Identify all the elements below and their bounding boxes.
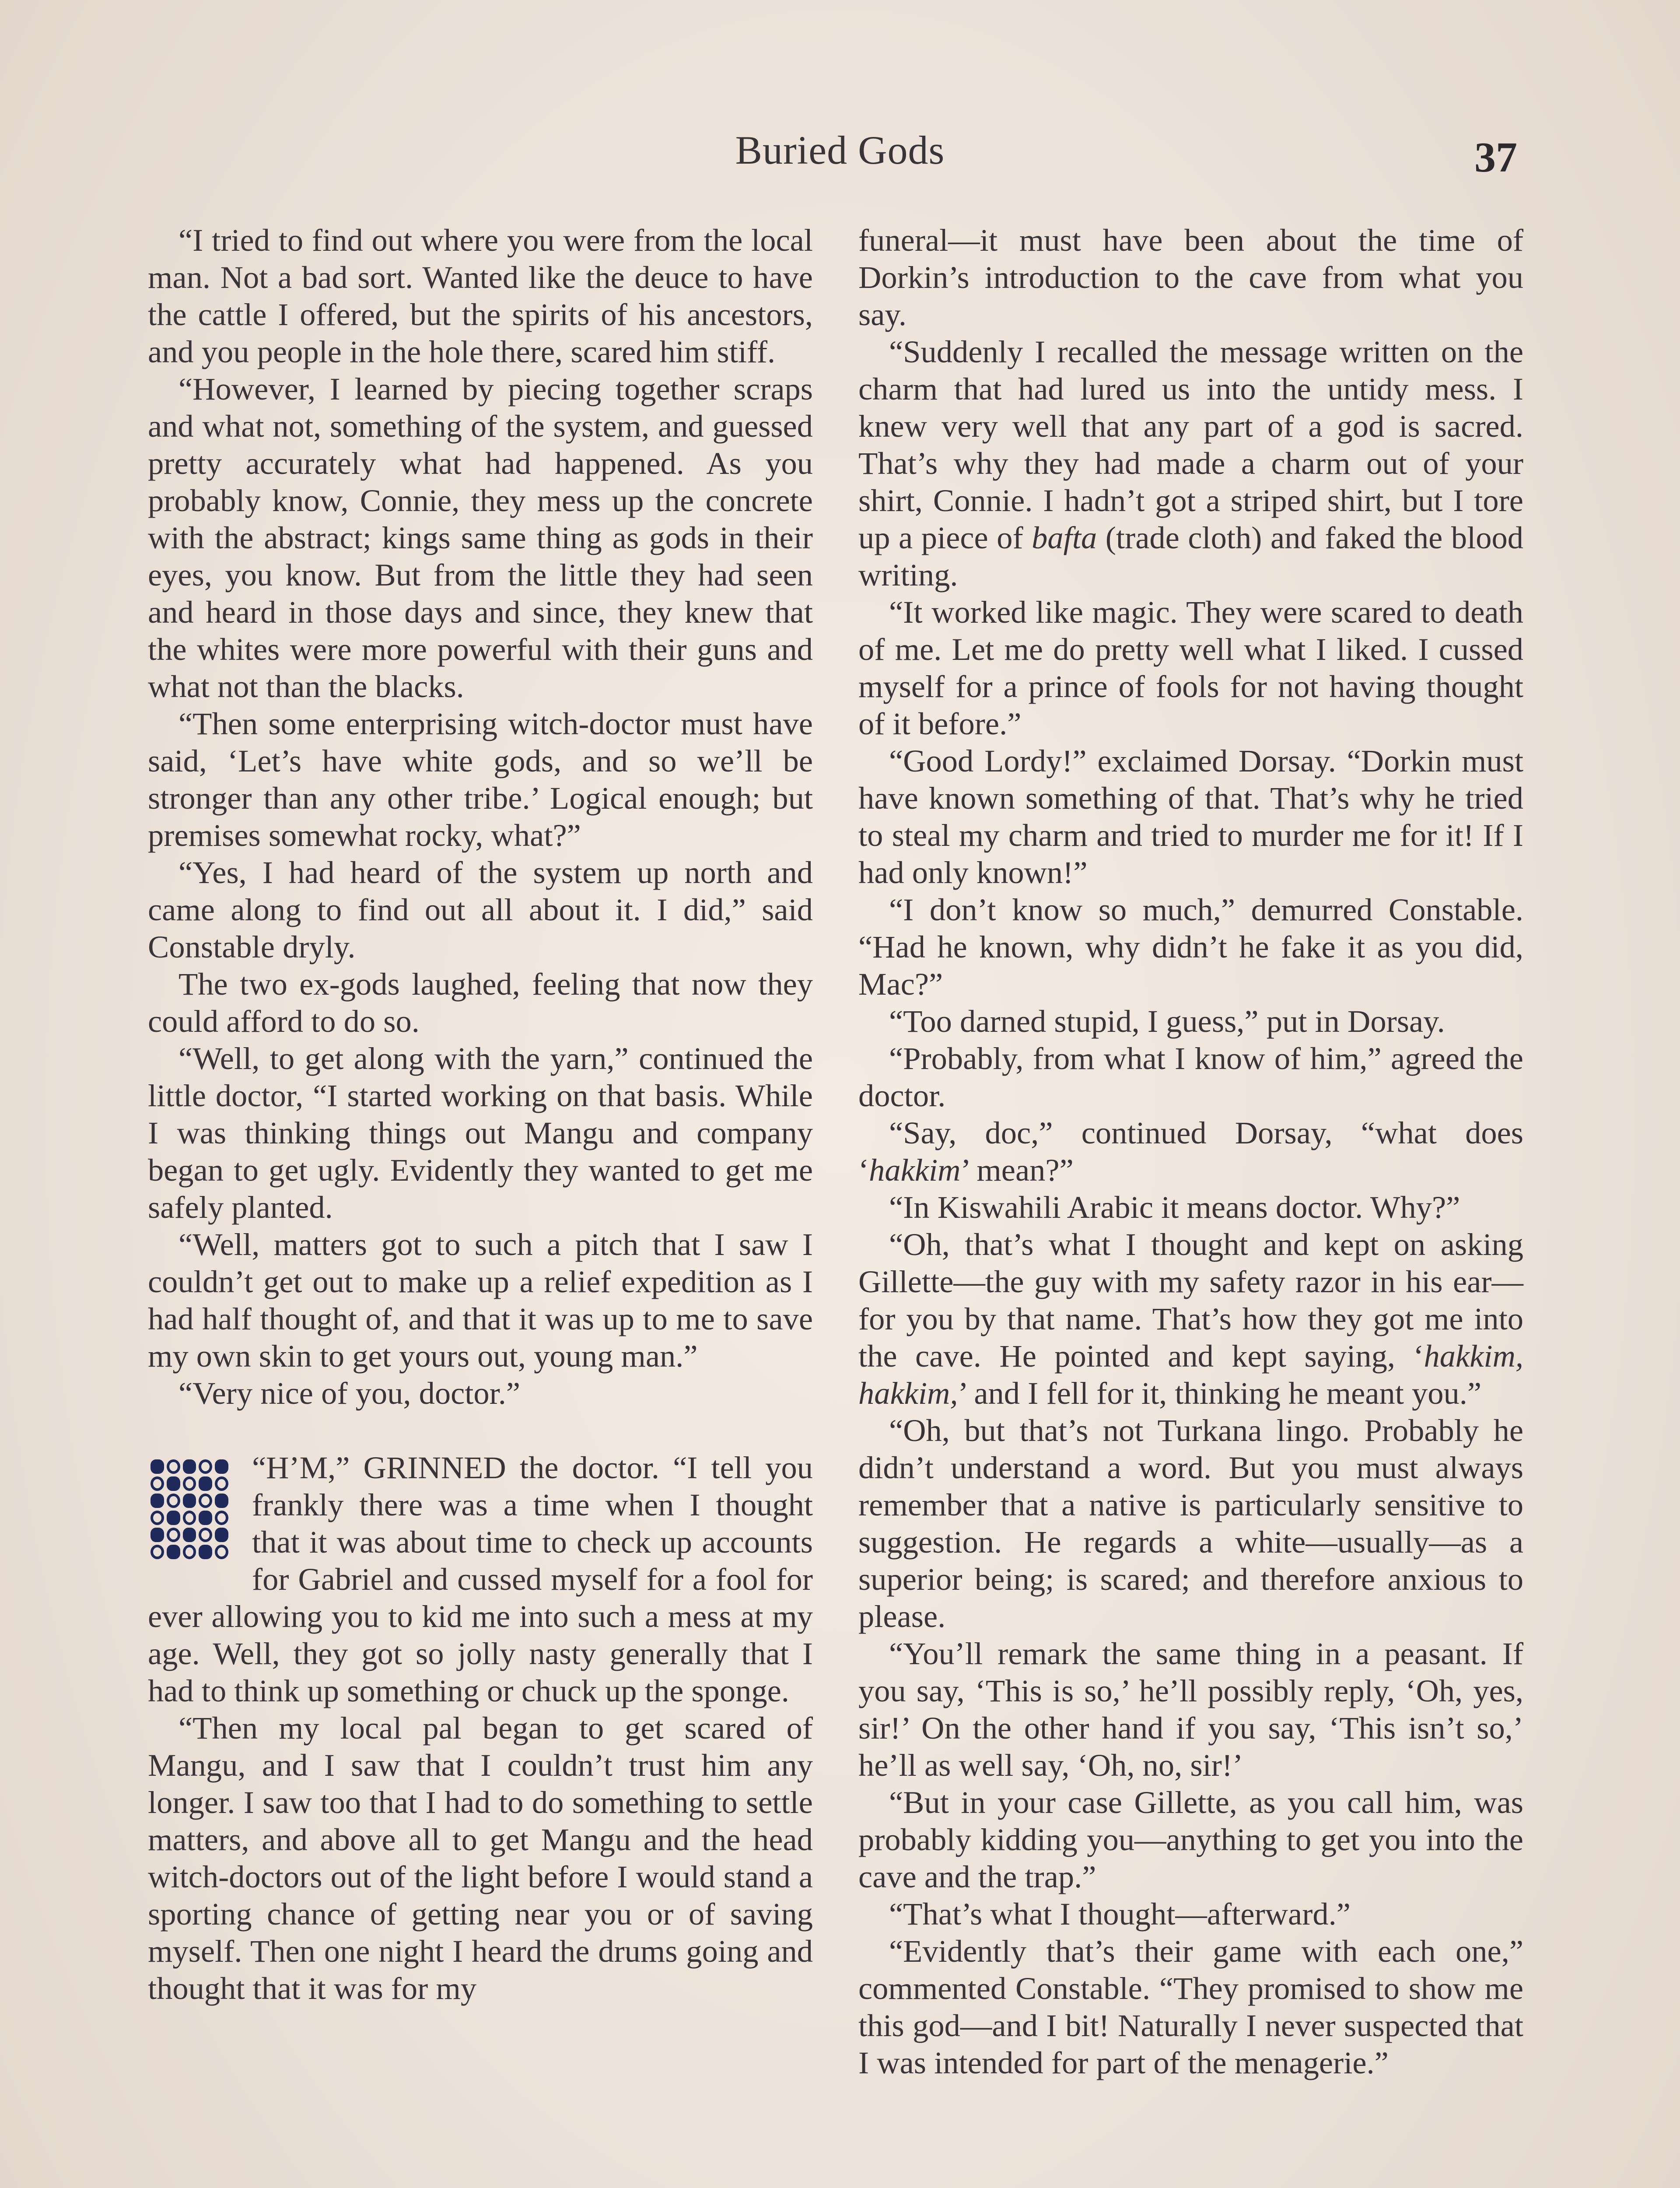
paragraph: “Well, matters got to such a pitch that I saw I couldn’t get out to make up a relief expedition as I had half thought of, and that it was up to me to save my own skin to get yours out, young man.”: [148, 1227, 813, 1374]
paragraph: [858, 333, 1523, 593]
paragraph: “That’s what I thought—afterward.”: [889, 1896, 1351, 1932]
right-column: [858, 221, 1523, 2081]
paragraph: “I tried to find out where you were from the local man. Not a bad sort. Wanted like the deuce to have the cattle I offered, but the spirits of his ancestors, and you people in the hole there, scared him stiff.: [148, 222, 813, 369]
paragraph: “You’ll remark the same thing in a peasant. If you say, ‘This is so,’ he’ll possibly reply, ‘Oh, yes, sir!’ On the other hand if you say, ‘This isn’t so,’ he’ll as well say, ‘Oh, no, sir!’: [858, 1636, 1523, 1783]
paragraph: “H’M,” GRINNED the doctor. “I tell you frankly there was a time when I thought that it was about time to check up accounts for Gabriel and cussed myself for a fool for ever allowing you to kid me into such a mess at my age. Well, they got so jolly nasty generally that I had to think up something or chuck up the sponge.: [148, 1450, 813, 1708]
text-run: “Oh, that’s what I thought and kept on asking Gillette—the guy with my safety razor in his ear—for you by that name. That’s how they got me into the cave. He pointed and kept saying, ‘: [858, 1227, 1523, 1374]
text-run: “Say, doc,” continued Dorsay, “what does ‘: [858, 1115, 1523, 1188]
paragraph: The two ex-gods laughed, feeling that now they could afford to do so.: [148, 966, 813, 1039]
paragraph: [858, 1226, 1523, 1412]
paragraph: “Good Lordy!” exclaimed Dorsay. “Dorkin must have known something of that. That’s why he tried to steal my charm and tried to murder me for it! If I had only known!”: [858, 743, 1523, 890]
italic-term: hakkim, hakkim,: [858, 1338, 1523, 1411]
paragraph: “Well, to get along with the yarn,” continued the little doctor, “I started working on that basis. While I was thinking things out Mangu and company began to get ugly. Evidently they wanted to get me safely planted.: [148, 1041, 813, 1225]
paragraph: “Very nice of you, doctor.”: [178, 1375, 521, 1411]
text-run: ’ mean?”: [960, 1152, 1074, 1188]
page-number: 37: [1474, 134, 1517, 181]
paragraph: [858, 1114, 1523, 1189]
paragraph: “Yes, I had heard of the system up north and came along to find out all about it. I did,” said Constable dryly.: [148, 855, 813, 964]
paragraph: “It worked like magic. They were scared to death of me. Let me do pretty well what I liked. I cussed myself for a prince of fools for not having thought of it before.”: [858, 594, 1523, 741]
text-run: “Suddenly I recalled the message written on the charm that had lured us into the untidy mess. I knew very well that any part of a god is sacred. That’s why they had made a charm out of your shirt, Connie. I hadn’t got a striped shirt, but I tore up a piece of: [858, 334, 1523, 555]
running-title: Buried Gods: [735, 128, 945, 172]
checkered-ornament-icon: [148, 1457, 231, 1562]
paragraph: “Then my local pal began to get scared of Mangu, and I saw that I couldn’t trust him any longer. I saw too that I had to do something to settle matters, and above all to get Mangu and the head witch-doctors out of the light before I would stand a sporting chance of getting near you or of saving myself. Then one night I heard the drums going and thought that it was for my: [148, 1710, 813, 2006]
left-column: [148, 221, 813, 2007]
paragraph: “Probably, from what I know of him,” agreed the doctor.: [858, 1041, 1523, 1113]
text-run: (trade cloth) and faked the blood writing.: [858, 520, 1523, 593]
section-break: [148, 1412, 813, 1449]
italic-term: hakkim: [869, 1152, 961, 1188]
text-run: ’ and I fell for it, thinking he meant you.”: [958, 1375, 1482, 1411]
paragraph: “But in your case Gillette, as you call him, was probably kidding you—anything to get you into the cave and the trap.”: [858, 1785, 1523, 1894]
paragraph: “Oh, but that’s not Turkana lingo. Probably he didn’t understand a word. But you must always remember that a native is particularly sensitive to suggestion. He regards a white—usually—as a superior being; is scared; and therefore anxious to please.: [858, 1413, 1523, 1634]
paragraph: “Then some enterprising witch-doctor must have said, ‘Let’s have white gods, and so we’ll be stronger than any other tribe.’ Logical enough; but premises somewhat rocky, what?”: [148, 706, 813, 853]
paragraph: “In Kiswahili Arabic it means doctor. Why?”: [889, 1189, 1460, 1225]
paragraph: funeral—it must have been about the time of Dorkin’s introduction to the cave from what you say.: [858, 222, 1523, 332]
paragraph: “Evidently that’s their game with each one,” commented Constable. “They promised to show me this god—and I bit! Naturally I never suspected that I was intended for part of the menagerie.”: [858, 1933, 1523, 2080]
page-header: [0, 127, 1680, 193]
paragraph: “Too darned stupid, I guess,” put in Dorsay.: [889, 1003, 1445, 1039]
italic-term: bafta: [1032, 520, 1097, 555]
paragraph: “However, I learned by piecing together scraps and what not, something of the system, and guessed pretty accurately what had happened. As you probably know, Connie, they mess up the concrete with the abstract; kings same thing as gods in their eyes, you know. But from the little they had seen and heard in those days and since, they knew that the whites were more powerful with their guns and what not than the blacks.: [148, 371, 813, 704]
paragraph: “I don’t know so much,” demurred Constable. “Had he known, why didn’t he fake it as you did, Mac?”: [858, 892, 1523, 1002]
